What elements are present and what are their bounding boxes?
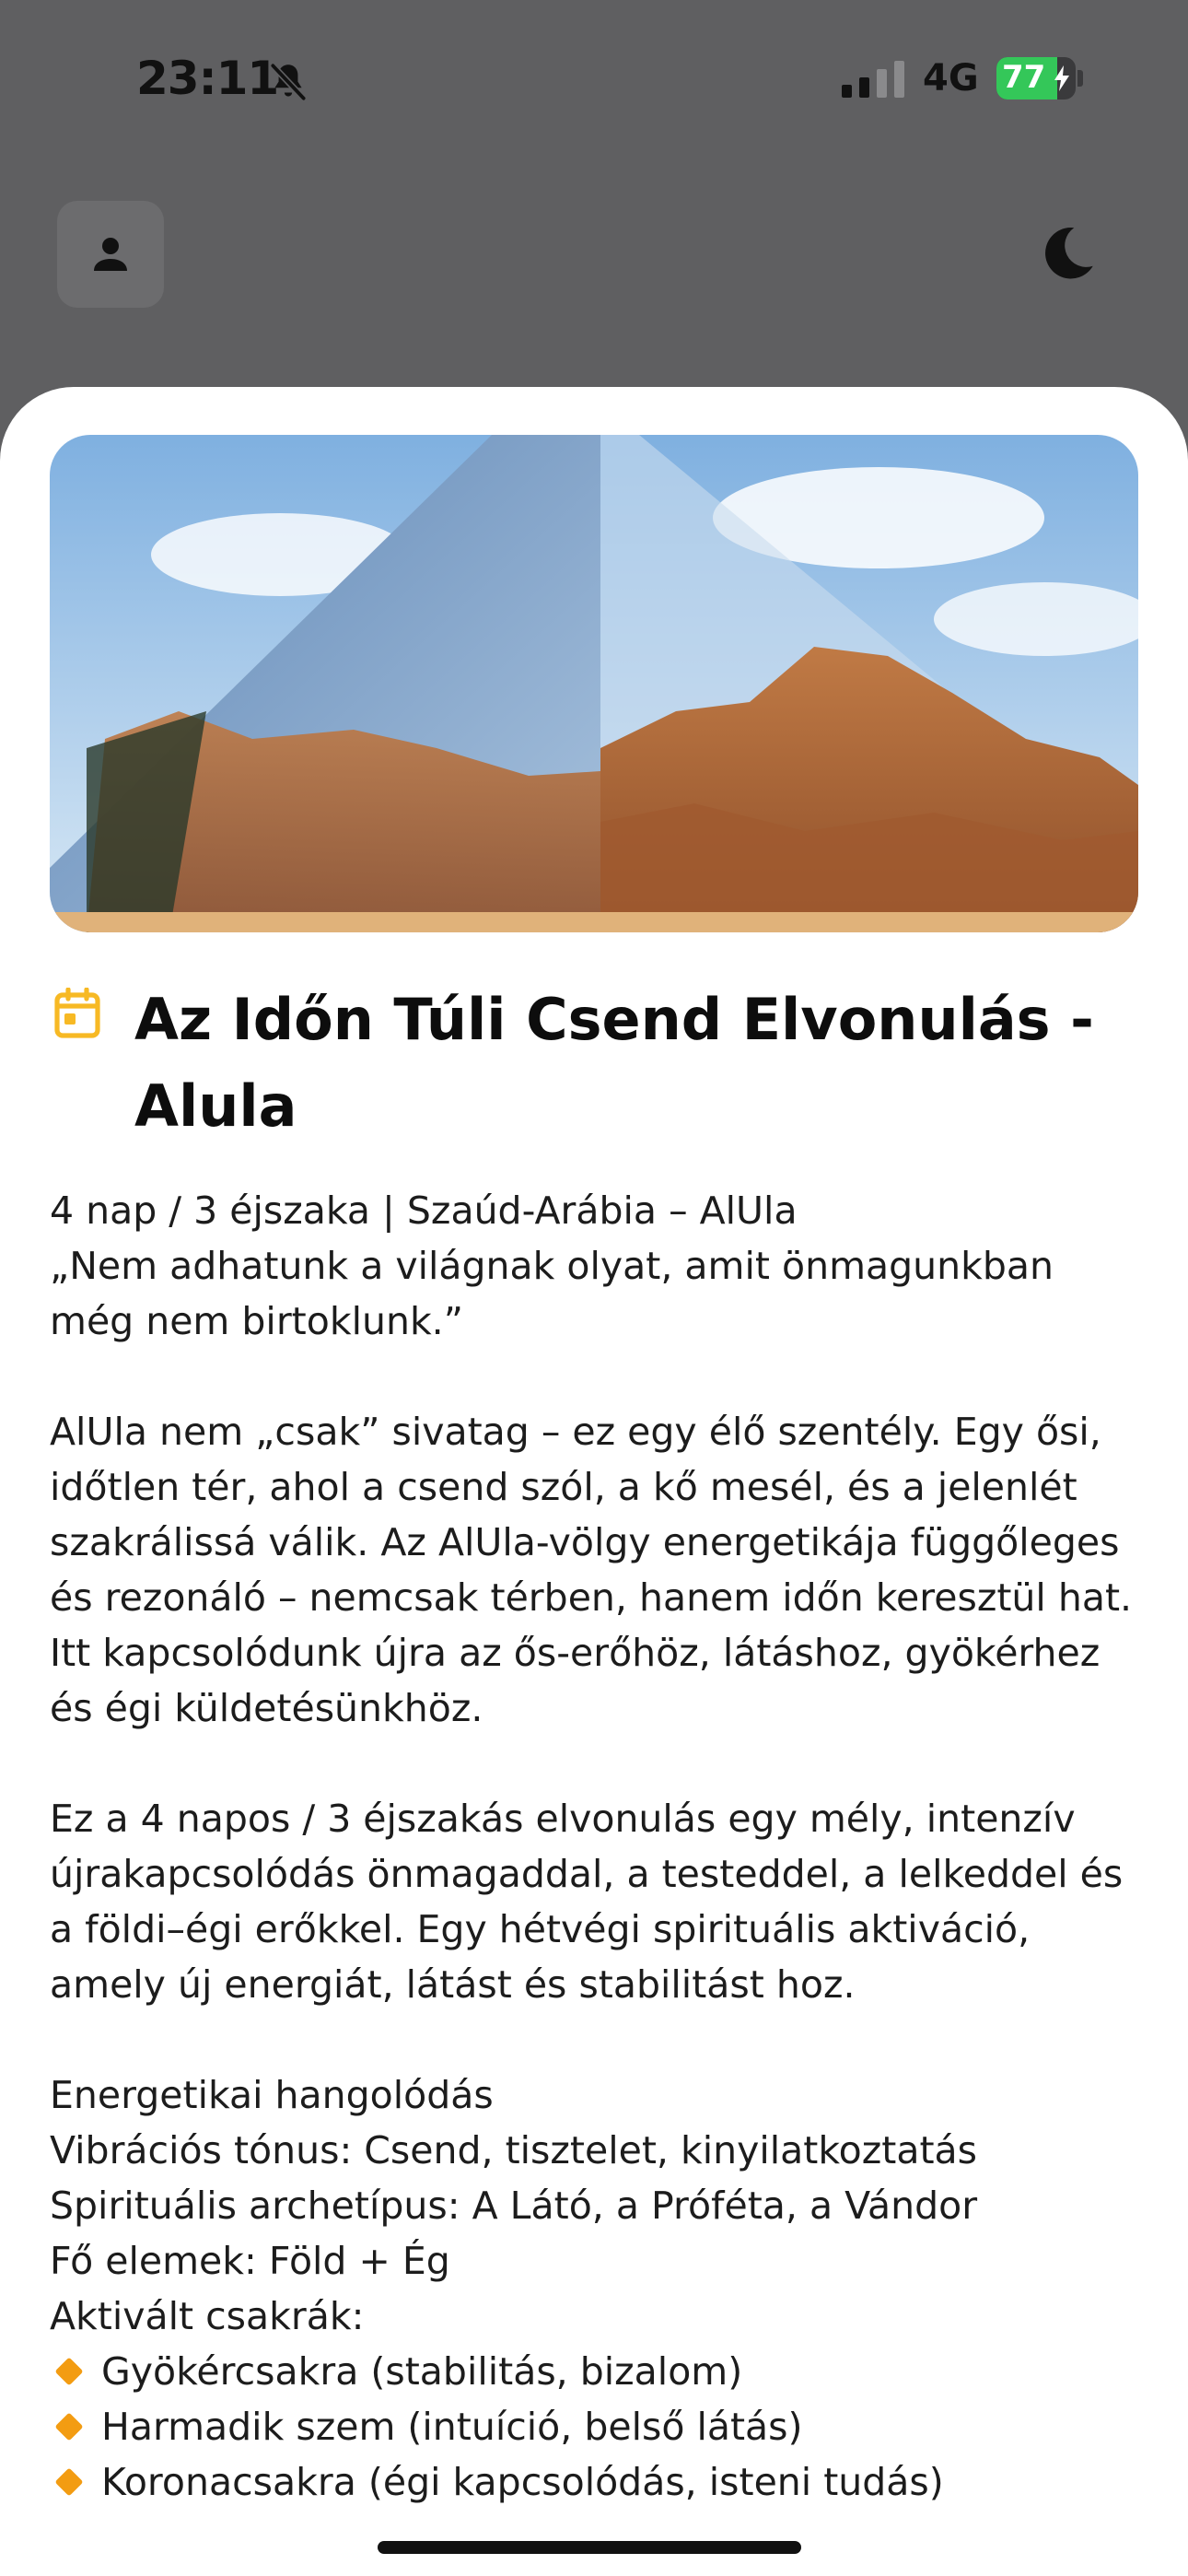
bell-slash-icon	[265, 59, 311, 105]
network-type: 4G	[923, 57, 979, 100]
event-description	[50, 1183, 1146, 2510]
chakra-item: Koronacsakra (égi kapcsolódás, isteni tudás)	[50, 2454, 1146, 2510]
status-time: 23:11	[136, 52, 279, 105]
energy-heading: Energetikai hangolódás	[50, 2073, 494, 2117]
main-elements: Fő elemek: Föld + Ég	[50, 2239, 450, 2283]
spiritual-archetype: Spirituális archetípus: A Látó, a Próféta, a Vándor	[50, 2184, 978, 2228]
profile-button[interactable]	[57, 201, 164, 308]
event-title: Az Időn Túli Csend Elvonulás - Alula	[134, 986, 1094, 1140]
top-nav	[0, 193, 1188, 313]
event-paragraph-1: AlUla nem „csak” sivatag – ez egy élő szentély. Egy ősi, időtlen tér, ahol a csend szól, a kő mesél, és a jelenlét szakrálissá válik. Az AlUla-völgy energetikája függőleges és rezonáló – nemcsak térben, hanem időn keresztül hat.	[50, 1410, 1133, 1620]
person-icon	[88, 232, 133, 276]
chakras-heading: Aktivált csakrák:	[50, 2294, 365, 2338]
calendar-icon	[53, 988, 101, 1039]
signal-icon	[842, 61, 906, 98]
event-detail-sheet	[0, 387, 1188, 2576]
event-paragraph-3: Ez a 4 napos / 3 éjszakás elvonulás egy mély, intenzív újrakapcsolódás önmagaddal, a testeddel, a lelkeddel és a földi–égi erőkkel. Egy hétvégi spirituális aktiváció, amely új energiát, látást és stabilitást hoz.	[50, 1797, 1124, 2007]
diamond-bullet-icon	[54, 2357, 83, 2385]
moon-icon[interactable]	[1035, 221, 1100, 286]
status-bar	[0, 0, 1188, 166]
event-subtitle: 4 nap / 3 éjszaka | Szaúd-Arábia – AlUla	[50, 1188, 798, 1233]
event-paragraph-2: Itt kapcsolódunk újra az ős-erőhöz, látáshoz, gyökérhez és égi küldetésünkhöz.	[50, 1631, 1101, 1730]
chakra-item: Harmadik szem (intuíció, belső látás)	[50, 2399, 1146, 2454]
diamond-bullet-icon	[54, 2467, 83, 2496]
vibration-tone: Vibrációs tónus: Csend, tisztelet, kinyilatkoztatás	[50, 2128, 978, 2172]
battery-charging-icon	[996, 57, 1083, 100]
event-quote: „Nem adhatunk a világnak olyat, amit önmagunkban még nem birtoklunk.”	[50, 1244, 1054, 1343]
chakra-item: Gyökércsakra (stabilitás, bizalom)	[50, 2344, 1146, 2399]
event-hero-image	[50, 435, 1138, 932]
home-indicator[interactable]	[378, 2541, 801, 2554]
bolt-icon	[1054, 65, 1070, 91]
diamond-bullet-icon	[54, 2412, 83, 2441]
battery-level: 77	[1002, 59, 1046, 96]
